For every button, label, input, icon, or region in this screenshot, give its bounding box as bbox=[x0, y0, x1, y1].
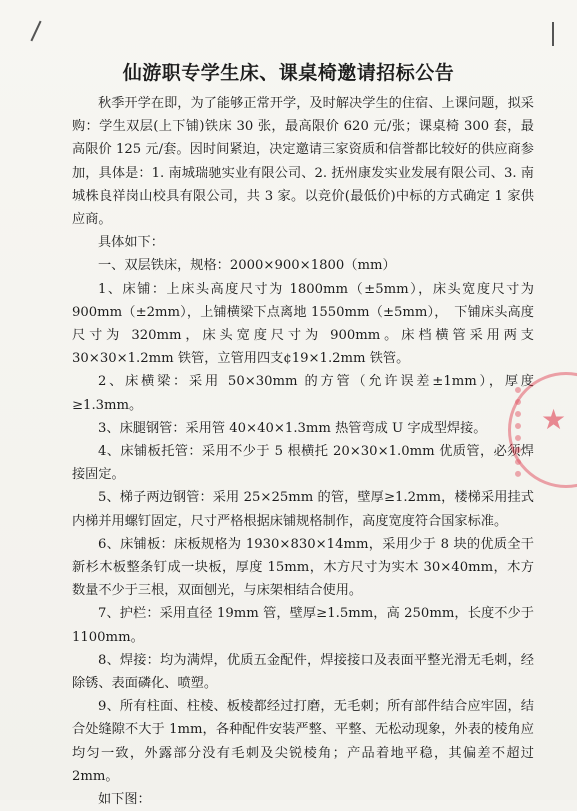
section-heading: 一、双层铁床，规格：2000×900×1800（mm） bbox=[98, 258, 396, 274]
spec-item: 1、床铺：上床头高度尺寸为 1800mm（±5mm），床头宽度尺寸为 900mm（±2mm），上铺横梁下点离地 1550mm（±5mm）， 下铺床头高度尺寸为 320mm，床头宽度尺寸为 900mm。床档横管采用两支 30×30×1.2mm 铁管，立管用四支¢19×1.2mm 铁管。 bbox=[72, 281, 534, 367]
spec-item: 9、所有柱面、柱棱、板棱都经过打磨，无毛刺；所有部件结合应牢固，结合处缝隙不大于 1mm，各种配件安装严整、平整、无松动现象，外表的棱角应均匀一致，外露部分没有毛刺及尖锐棱角；产品着地平稳，其偏差不超过 2mm。 bbox=[72, 699, 534, 784]
document-body bbox=[72, 92, 534, 811]
scan-mark bbox=[552, 22, 554, 46]
spec-item: 6、床铺板：床板规格为 1930×830×14mm，采用少于 8 块的优质全干新杉木板整条钉成一块板，厚度 15mm，木方尺寸为实木 30×40mm，木方数量不少于三根，双面刨光，与床架相结合使用。 bbox=[72, 536, 534, 599]
spec-item: 8、焊接：均为满焊，优质五金配件，焊接接口及表面平整光滑无毛刺，经除锈、表面磷化、喷塑。 bbox=[72, 652, 534, 692]
official-seal bbox=[508, 372, 577, 488]
scan-mark bbox=[30, 21, 41, 42]
spec-item: 2、床横梁：采用 50×30mm 的方管（允许误差±1mm），厚度≥1.3mm。 bbox=[72, 374, 534, 413]
details-heading: 具体如下： bbox=[98, 235, 164, 251]
intro-paragraph: 秋季开学在即，为了能够正常开学，及时解决学生的住宿、上课问题，拟采购：学生双层(上下铺)铁床 30 张，最高限价 620 元/张；课桌椅 300 套，最高限价 125 元/套。因时间紧迫，决定邀请三家资质和信誉都比较好的供应商参加，具体是：1. 南城瑞驰实业有限公司、2. 抚州康发实业发展有限公司、3. 南城株良祥岗山校具有限公司，共 3 家。以竞价(最低价)中标的方式确定 1 家供应商。 bbox=[72, 96, 534, 228]
spec-item: 5、梯子两边钢管：采用 25×25mm 的管，壁厚≥1.2mm，楼梯采用挂式内梯并用螺钉固定，尺寸严格根据床铺规格制作，高度宽度符合国家标准。 bbox=[72, 490, 534, 529]
spec-item: 7、护栏：采用直径 19mm 管，壁厚≥1.5mm，高 250mm，长度不少于 1100mm。 bbox=[72, 606, 534, 645]
seal-star-icon: ★ bbox=[541, 403, 567, 436]
spec-item: 3、床腿钢管：采用管 40×40×1.3mm 热管弯成 U 字成型焊接。 bbox=[98, 420, 487, 436]
closing-line: 如下图： bbox=[98, 792, 151, 808]
spec-item: 4、床铺板托管：采用不少于 5 根横托 20×30×1.0mm 优质管，必须焊接固定。 bbox=[72, 444, 534, 483]
document-title: 仙游职专学生床、课桌椅邀请招标公告 bbox=[122, 62, 455, 84]
